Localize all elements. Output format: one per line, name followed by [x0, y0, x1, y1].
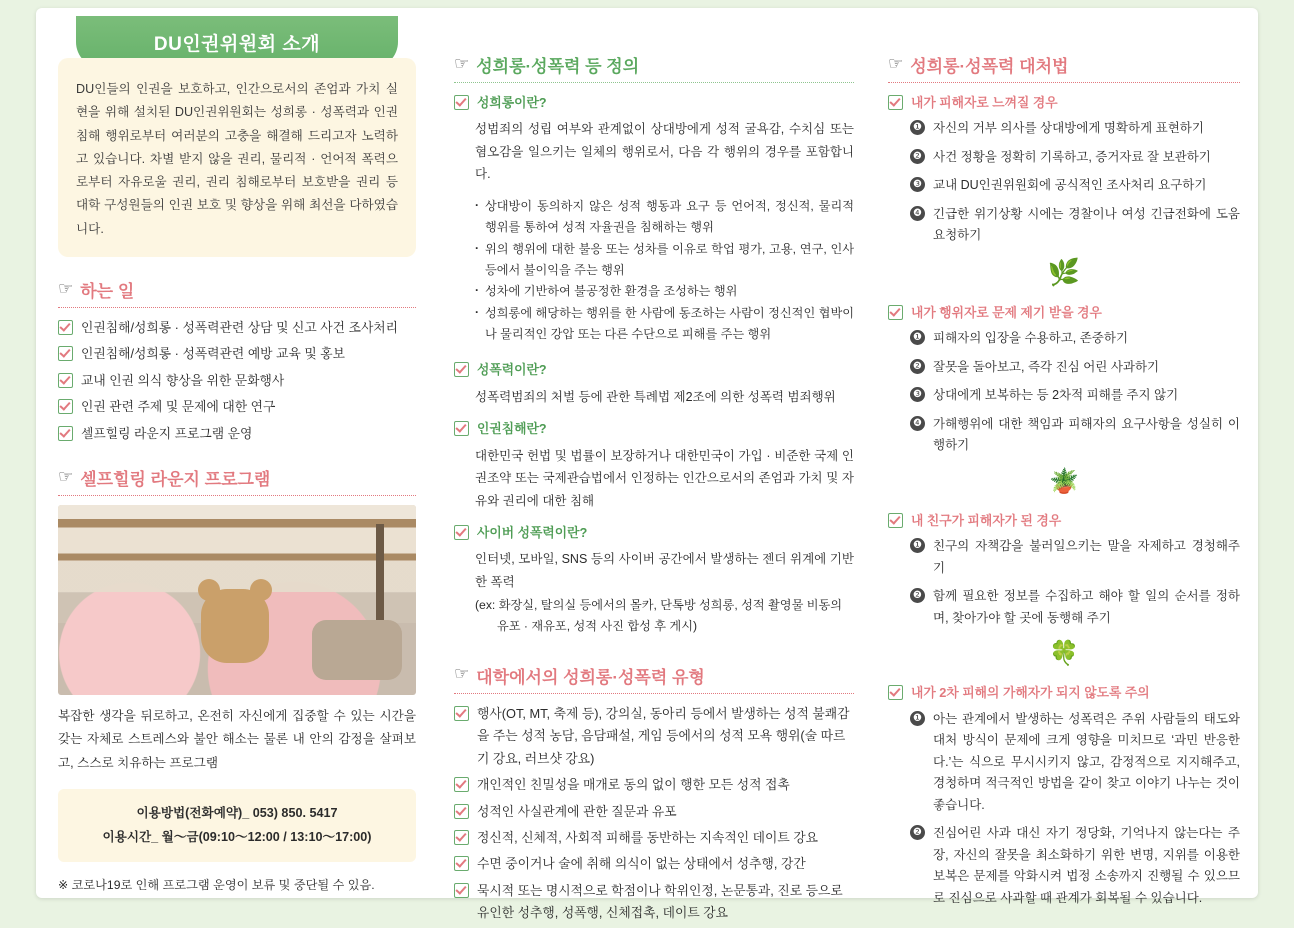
- list-item: [454, 880, 854, 925]
- response-title-row: [888, 52, 1240, 82]
- numeral-2: ❷: [910, 588, 925, 603]
- response-group-label: 내가 행위자로 문제 제기 받을 경우: [911, 304, 1102, 320]
- check-icon: [58, 399, 73, 414]
- definition-heading-label: 사이버 성폭력이란?: [477, 525, 588, 541]
- column-middle: [454, 8, 854, 928]
- lounge-section: [58, 465, 416, 893]
- list-item-label: 묵시적 또는 명시적으로 학점이나 학위인정, 논문통과, 진로 등으로 유인한 성추행, 성폭행, 신체접촉, 데이트 강요: [477, 882, 843, 921]
- definition-body: 인터넷, 모바일, SNS 등의 사이버 공간에서 발생하는 젠더 위계에 기반한 폭력: [475, 552, 854, 589]
- list-item: [910, 385, 1240, 407]
- list-item-label: 아는 관계에서 발생하는 성폭력은 주위 사람들의 태도와 대처 방식이 문제에 크게 영향을 미치므로 ‘과민 반응한다.’는 식으로 무시시키지 않고, 감정적으로 지지해주고, 경청하며 적극적인 방법을 같이 찾고 이야기 나누는 것이 좋습니다.: [933, 711, 1240, 812]
- response-group-items: [910, 118, 1240, 247]
- list-item: [58, 317, 416, 339]
- list-item: [910, 147, 1240, 169]
- numeral-3: ❸: [910, 387, 925, 402]
- numeral-4: ❹: [910, 416, 925, 431]
- response-group-heading: [888, 682, 1240, 704]
- check-icon: [58, 346, 73, 361]
- list-item: [454, 801, 854, 823]
- pointing-hand-icon: ☞: [58, 278, 74, 298]
- list-item: [910, 536, 1240, 579]
- list-item-label: 개인적인 친밀성을 매개로 동의 없이 행한 모든 성적 접촉: [477, 777, 790, 793]
- types-list: [454, 703, 854, 925]
- intro-title: DU인권위원회 소개: [76, 16, 398, 68]
- list-item: · 성희롱에 해당하는 행위를 한 사람에 동조하는 사람이 정신적인 협박이나 물리적인 강압 또는 다른 수단으로 피해를 주는 행위: [475, 303, 854, 346]
- response-group-items: [910, 709, 1240, 910]
- definition-body: 성범죄의 성립 여부와 관계없이 상대방에게 성적 굴욕감, 수치심 또는 혐오감을 일으키는 일체의 행위로서, 다음 각 행위의 경우를 포함합니다.: [475, 122, 854, 182]
- definition-heading: [454, 359, 854, 381]
- definition-title: 성희롱·성폭력 등 정의: [476, 57, 640, 76]
- list-item-label: 친구의 자책감을 불러일으키는 말을 자제하고 경청해주기: [933, 539, 1240, 575]
- check-icon: [888, 513, 903, 528]
- column-left: [58, 8, 416, 893]
- list-item: [58, 370, 416, 392]
- list-item-label: 상대에게 보복하는 등 2차적 피해를 주지 않기: [933, 388, 1179, 403]
- definition-section: [454, 52, 854, 637]
- definition-heading-label: 성폭력이란?: [477, 362, 547, 378]
- works-title-row: [58, 277, 416, 307]
- check-icon: [454, 883, 469, 898]
- list-item: [454, 774, 854, 796]
- response-section: [888, 52, 1240, 909]
- list-item-label: 교내 DU인권위원회에 공식적인 조사처리 요구하기: [933, 178, 1207, 193]
- divider: [58, 307, 416, 308]
- list-item-label: 행사(OT, MT, 축제 등), 강의실, 동아리 등에서 발생하는 성적 불쾌감을 주는 성적 농담, 음담패설, 게임 등에서의 성적 모욕 행위(술 따르기 강요, 러브샷 강요): [477, 705, 850, 766]
- pointing-hand-icon: ☞: [888, 53, 904, 73]
- intro-section: [58, 16, 416, 257]
- numeral-1: ❶: [910, 538, 925, 553]
- divider: [58, 495, 416, 496]
- definition-note-line1: (ex: 화장실, 탈의실 등에서의 몰카, 단톡방 성희롱, 성적 촬영물 비동의: [475, 598, 843, 613]
- response-group-items: [910, 536, 1240, 629]
- lounge-reservation-phone: 이용방법(전화예약)_ 053) 850. 5417: [136, 805, 338, 820]
- pointing-hand-icon: ☞: [454, 664, 470, 684]
- lounge-photo: [58, 505, 416, 695]
- list-item-label: 인권침해/성희롱 · 성폭력관련 예방 교육 및 홍보: [81, 346, 346, 362]
- response-group-heading: [888, 92, 1240, 114]
- list-item: [58, 343, 416, 365]
- check-icon: [454, 856, 469, 871]
- list-item: · 성차에 기반하여 불공정한 환경을 조성하는 행위: [475, 281, 854, 302]
- photo-chair: [312, 620, 402, 680]
- divider: [454, 82, 854, 83]
- types-title-row: [454, 663, 854, 693]
- check-icon: [888, 95, 903, 110]
- numeral-2: ❷: [910, 149, 925, 164]
- list-item: [58, 396, 416, 418]
- check-icon: [888, 685, 903, 700]
- numeral-2: ❷: [910, 825, 925, 840]
- check-icon: [454, 777, 469, 792]
- types-section: [454, 663, 854, 925]
- response-group-items: [910, 328, 1240, 457]
- list-item: · 상대방이 동의하지 않은 성적 행동과 요구 등 언어적, 정신적, 물리적 행위를 통하여 성적 자율권을 침해하는 행위: [475, 196, 854, 239]
- list-item-label: 진심어린 사과 대신 자기 정당화, 기억나지 않는다는 주장, 자신의 잘못을 최소화하기 위한 변명, 지위를 이용한 보복은 문제를 악화시켜 법정 소송까지 진행될 수 있으므로 진심으로 사과할 때 관계가 회복될 수 있습니다.: [933, 826, 1240, 905]
- lounge-info-box: [58, 789, 416, 862]
- list-item: [910, 175, 1240, 197]
- pointing-hand-icon: ☞: [58, 466, 74, 486]
- lounge-note: ※ 코로나19로 인해 프로그램 운영이 보류 및 중단될 수 있음.: [58, 878, 375, 893]
- list-item-label: 정신적, 신체적, 사회적 피해를 동반하는 지속적인 데이트 강요: [477, 829, 819, 845]
- definition-title-row: [454, 52, 854, 82]
- lounge-caption: 복잡한 생각을 뒤로하고, 온전히 자신에게 집중할 수 있는 시간을 갖는 자체로 스트레스와 불안 해소는 물론 내 안의 감정을 살펴보고, 스스로 치유하는 프로그램: [58, 709, 416, 770]
- definition-heading-label: 인권침해란?: [477, 421, 547, 437]
- list-item: [454, 703, 854, 770]
- list-item: [910, 709, 1240, 817]
- definition-bullets: [475, 196, 854, 345]
- numeral-1: ❶: [910, 711, 925, 726]
- list-item: [910, 823, 1240, 909]
- list-item: [910, 328, 1240, 350]
- list-item: [454, 827, 854, 849]
- definition-heading: [454, 418, 854, 440]
- definition-body: 성폭력범죄의 처벌 등에 관한 특례법 제2조에 의한 성폭력 범죄행위: [475, 389, 836, 404]
- check-icon: [454, 525, 469, 540]
- check-icon: [888, 305, 903, 320]
- list-item-label: 교내 인권 의식 향상을 위한 문화행사: [81, 372, 285, 388]
- numeral-4: ❹: [910, 206, 925, 221]
- list-item-label: 수면 중이거나 술에 취해 의식이 없는 상태에서 성추행, 강간: [477, 856, 806, 872]
- types-title: 대학에서의 성희롱·성폭력 유형: [476, 667, 705, 687]
- check-icon: [58, 320, 73, 335]
- list-item-label: 긴급한 위기상황 시에는 경찰이나 여성 긴급전화에 도움 요청하기: [933, 206, 1240, 243]
- response-group-label: 내 친구가 피해자가 된 경우: [911, 512, 1062, 528]
- column-right: [888, 8, 1240, 916]
- works-list: [58, 317, 416, 445]
- response-group-label: 내가 2차 피해의 가해자가 되지 않도록 주의: [911, 685, 1150, 701]
- definition-heading-label: 성희롱이란?: [477, 95, 547, 110]
- herb-sprout-icon: 🌿: [1047, 256, 1081, 287]
- list-item: [910, 118, 1240, 140]
- divider: [454, 693, 854, 694]
- list-item-label: 인권 관련 주제 및 문제에 대한 연구: [81, 399, 276, 415]
- numeral-1: ❶: [910, 120, 925, 135]
- check-icon: [454, 95, 469, 110]
- check-icon: [454, 804, 469, 819]
- photo-lamp: [376, 524, 384, 620]
- check-icon: [454, 362, 469, 377]
- check-icon: [454, 830, 469, 845]
- definition-heading: [454, 522, 854, 544]
- photo-shelf: [58, 505, 416, 592]
- definition-heading: [454, 92, 854, 114]
- definition-note: [475, 595, 854, 636]
- response-group-heading: [888, 510, 1240, 532]
- clover-icon: 🍀: [1049, 640, 1079, 668]
- list-item: · 위의 행위에 대한 불응 또는 성차를 이유로 학업 평가, 고용, 연구, 인사 등에서 불이익을 주는 행위: [475, 239, 854, 282]
- check-icon: [454, 706, 469, 721]
- divider: [888, 82, 1240, 83]
- definition-body: 대한민국 헌법 및 법률이 보장하거나 대한민국이 가입 · 비준한 국제 인권조약 또는 국제관습법에서 인정하는 인간으로서의 존엄과 가치 및 자유와 권리에 대한 침해: [475, 448, 854, 508]
- response-group-heading: [888, 302, 1240, 324]
- list-item: [58, 423, 416, 445]
- list-item: [910, 414, 1240, 457]
- intro-body: DU인들의 인권을 보호하고, 인간으로서의 존엄과 가치 실현을 위해 설치된 DU인권위원회는 성희롱 · 성폭력과 인권침해 행위로부터 여러분의 고충을 해결해 드리고자 노력하고 있습니다. 차별 받지 않을 권리, 물리적 · 언어적 폭력으로부터 자유로울 권리, 권리 침해로부터 보호받을 권리 등 대학 구성원들의 인권 보호 및 향상을 위해 최선을 다하였습니다.: [58, 58, 416, 257]
- list-item-label: 피해자의 입장을 수용하고, 존중하기: [933, 331, 1129, 346]
- list-item: [454, 853, 854, 875]
- pointing-hand-icon: ☞: [454, 53, 470, 73]
- list-item-label: 잘못을 돌아보고, 즉각 진심 어린 사과하기: [933, 359, 1160, 374]
- check-icon: [58, 373, 73, 388]
- works-title: 하는 일: [80, 282, 135, 302]
- list-item-label: 셀프힐링 라운지 프로그램 운영: [81, 425, 253, 441]
- list-item: [910, 204, 1240, 247]
- check-icon: [454, 421, 469, 436]
- lounge-title-row: [58, 465, 416, 495]
- potted-plant-icon: 🪴: [1049, 467, 1079, 495]
- list-item-label: 사건 정황을 정확히 기록하고, 증거자료 잘 보관하기: [933, 149, 1211, 164]
- list-item-label: 인권침해/성희롱 · 성폭력관련 상담 및 신고 사건 조사처리: [81, 320, 399, 336]
- definition-note-line2: 유포 · 재유포, 성적 사진 합성 후 게시): [497, 619, 698, 634]
- numeral-1: ❶: [910, 330, 925, 345]
- response-group-label: 내가 피해자로 느껴질 경우: [911, 95, 1058, 110]
- list-item: [910, 586, 1240, 629]
- list-item-label: 자신의 거부 의사를 상대방에게 명확하게 표현하기: [933, 121, 1204, 136]
- brochure-page: [36, 8, 1258, 921]
- numeral-2: ❷: [910, 359, 925, 374]
- list-item-label: 성적인 사실관계에 관한 질문과 유포: [477, 803, 677, 819]
- lounge-hours: 이용시간_ 월〜금(09:10〜12:00 / 13:10〜17:00): [102, 830, 372, 845]
- list-item-label: 가해행위에 대한 책임과 피해자의 요구사항을 성실히 이행하기: [933, 416, 1240, 453]
- check-icon: [58, 426, 73, 441]
- photo-teddy-bear: [201, 589, 269, 663]
- works-section: [58, 277, 416, 445]
- response-title: 성희롱·성폭력 대처법: [910, 57, 1069, 76]
- lounge-title: 셀프힐링 라운지 프로그램: [80, 470, 271, 490]
- numeral-3: ❸: [910, 177, 925, 192]
- list-item-label: 함께 필요한 정보를 수집하고 해야 할 일의 순서를 정하며, 찾아가야 할 곳에 동행해 주기: [933, 589, 1240, 625]
- list-item: [910, 357, 1240, 379]
